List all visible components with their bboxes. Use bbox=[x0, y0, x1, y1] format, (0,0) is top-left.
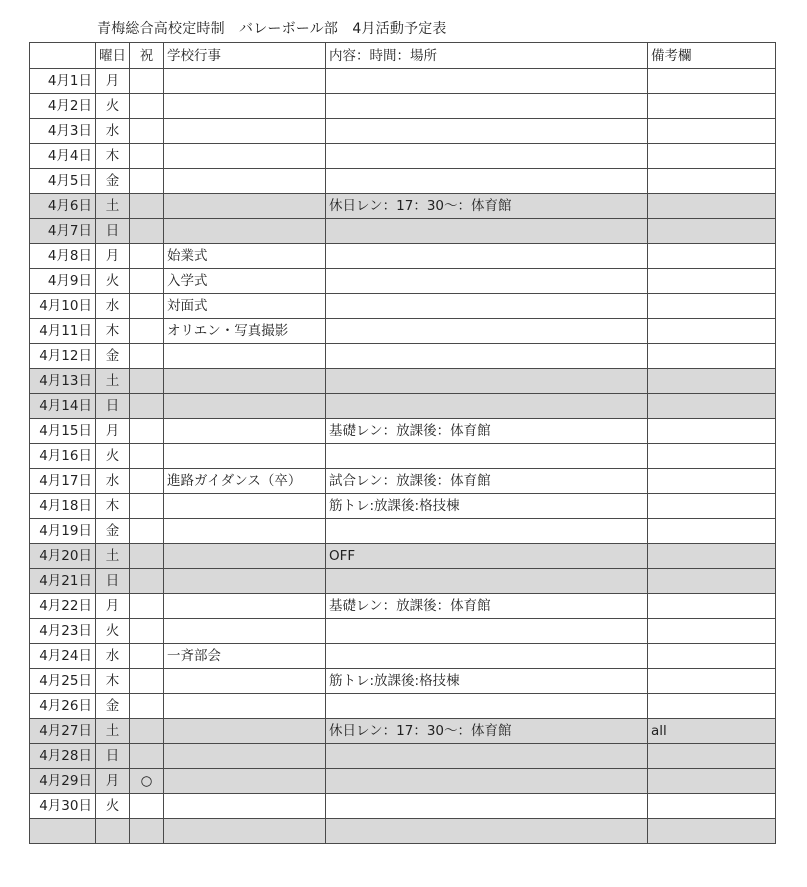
table-row bbox=[30, 769, 776, 794]
header-cell-note[interactable]: 備考欄 bbox=[648, 43, 776, 69]
event-cell[interactable] bbox=[164, 594, 326, 619]
content-cell[interactable] bbox=[326, 769, 648, 794]
date-cell[interactable]: 4月5日 bbox=[30, 169, 96, 194]
note-cell[interactable] bbox=[648, 119, 776, 144]
holiday-cell[interactable] bbox=[130, 419, 164, 444]
date-cell[interactable]: 4月4日 bbox=[30, 144, 96, 169]
dow-cell[interactable]: 土 bbox=[96, 194, 130, 219]
event-cell[interactable] bbox=[164, 719, 326, 744]
holiday-cell[interactable] bbox=[130, 444, 164, 469]
holiday-cell[interactable] bbox=[130, 569, 164, 594]
event-cell[interactable] bbox=[164, 94, 326, 119]
date-cell[interactable]: 4月12日 bbox=[30, 344, 96, 369]
table-row bbox=[30, 619, 776, 644]
content-cell[interactable] bbox=[326, 819, 648, 844]
dow-cell[interactable]: 木 bbox=[96, 144, 130, 169]
date-cell[interactable]: 4月27日 bbox=[30, 719, 96, 744]
dow-cell[interactable]: 火 bbox=[96, 619, 130, 644]
content-cell[interactable] bbox=[326, 319, 648, 344]
content-cell[interactable]: 基礎レン：放課後：体育館 bbox=[326, 419, 648, 444]
content-cell[interactable] bbox=[326, 144, 648, 169]
event-cell[interactable] bbox=[164, 119, 326, 144]
dow-cell[interactable]: 金 bbox=[96, 519, 130, 544]
content-cell[interactable] bbox=[326, 69, 648, 94]
date-cell[interactable]: 4月7日 bbox=[30, 219, 96, 244]
date-cell[interactable] bbox=[30, 819, 96, 844]
date-cell[interactable]: 4月3日 bbox=[30, 119, 96, 144]
dow-cell[interactable]: 水 bbox=[96, 294, 130, 319]
holiday-cell[interactable] bbox=[130, 794, 164, 819]
table-row bbox=[30, 794, 776, 819]
content-cell[interactable] bbox=[326, 394, 648, 419]
dow-cell[interactable]: 金 bbox=[96, 694, 130, 719]
holiday-cell[interactable] bbox=[130, 469, 164, 494]
dow-cell[interactable]: 月 bbox=[96, 594, 130, 619]
table-row bbox=[30, 394, 776, 419]
event-cell[interactable]: 進路ガイダンス（卒） bbox=[164, 469, 326, 494]
holiday-cell[interactable] bbox=[130, 69, 164, 94]
table-row bbox=[30, 194, 776, 219]
note-cell[interactable] bbox=[648, 244, 776, 269]
note-cell[interactable] bbox=[648, 169, 776, 194]
table-row bbox=[30, 594, 776, 619]
table-row bbox=[30, 294, 776, 319]
dow-cell[interactable]: 水 bbox=[96, 469, 130, 494]
dow-cell[interactable]: 木 bbox=[96, 669, 130, 694]
holiday-cell[interactable] bbox=[130, 644, 164, 669]
holiday-cell[interactable] bbox=[130, 744, 164, 769]
date-cell[interactable]: 4月11日 bbox=[30, 319, 96, 344]
note-cell[interactable] bbox=[648, 744, 776, 769]
holiday-cell[interactable] bbox=[130, 344, 164, 369]
date-cell[interactable]: 4月13日 bbox=[30, 369, 96, 394]
event-cell[interactable]: 対面式 bbox=[164, 294, 326, 319]
holiday-cell[interactable] bbox=[130, 519, 164, 544]
date-cell[interactable]: 4月15日 bbox=[30, 419, 96, 444]
event-cell[interactable]: 始業式 bbox=[164, 244, 326, 269]
holiday-cell[interactable] bbox=[130, 269, 164, 294]
date-cell[interactable]: 4月2日 bbox=[30, 94, 96, 119]
note-cell[interactable] bbox=[648, 419, 776, 444]
date-cell[interactable]: 4月10日 bbox=[30, 294, 96, 319]
content-cell[interactable] bbox=[326, 219, 648, 244]
note-cell[interactable] bbox=[648, 669, 776, 694]
table-row bbox=[30, 369, 776, 394]
content-cell[interactable] bbox=[326, 619, 648, 644]
holiday-cell[interactable]: ○ bbox=[130, 769, 164, 794]
event-cell[interactable] bbox=[164, 219, 326, 244]
dow-cell[interactable]: 火 bbox=[96, 94, 130, 119]
event-cell[interactable] bbox=[164, 569, 326, 594]
event-cell[interactable] bbox=[164, 69, 326, 94]
content-cell[interactable]: 筋トレ:放課後:格技棟 bbox=[326, 669, 648, 694]
holiday-cell[interactable] bbox=[130, 619, 164, 644]
schedule-body bbox=[30, 43, 776, 844]
content-cell[interactable]: 試合レン：放課後：体育館 bbox=[326, 469, 648, 494]
holiday-cell[interactable] bbox=[130, 594, 164, 619]
date-cell[interactable]: 4月21日 bbox=[30, 569, 96, 594]
table-row bbox=[30, 119, 776, 144]
content-cell[interactable] bbox=[326, 644, 648, 669]
dow-cell[interactable]: 金 bbox=[96, 169, 130, 194]
holiday-cell[interactable] bbox=[130, 319, 164, 344]
table-row bbox=[30, 569, 776, 594]
note-cell[interactable] bbox=[648, 294, 776, 319]
note-cell[interactable] bbox=[648, 619, 776, 644]
content-cell[interactable] bbox=[326, 269, 648, 294]
table-row bbox=[30, 819, 776, 844]
table-row bbox=[30, 219, 776, 244]
table-row bbox=[30, 469, 776, 494]
dow-cell[interactable]: 日 bbox=[96, 744, 130, 769]
date-cell[interactable]: 4月22日 bbox=[30, 594, 96, 619]
table-row bbox=[30, 544, 776, 569]
event-cell[interactable] bbox=[164, 519, 326, 544]
dow-cell[interactable]: 水 bbox=[96, 644, 130, 669]
date-cell[interactable]: 4月18日 bbox=[30, 494, 96, 519]
header-row bbox=[30, 43, 776, 69]
content-cell[interactable]: 休日レン：17：30～：体育館 bbox=[326, 719, 648, 744]
note-cell[interactable] bbox=[648, 544, 776, 569]
event-cell[interactable] bbox=[164, 419, 326, 444]
content-cell[interactable] bbox=[326, 244, 648, 269]
holiday-cell[interactable] bbox=[130, 144, 164, 169]
header-cell-holiday[interactable]: 祝 bbox=[130, 43, 164, 69]
note-cell[interactable] bbox=[648, 594, 776, 619]
note-cell[interactable] bbox=[648, 644, 776, 669]
table-row bbox=[30, 494, 776, 519]
table-row bbox=[30, 419, 776, 444]
dow-cell[interactable]: 木 bbox=[96, 319, 130, 344]
event-cell[interactable] bbox=[164, 694, 326, 719]
note-cell[interactable] bbox=[648, 144, 776, 169]
dow-cell[interactable]: 日 bbox=[96, 219, 130, 244]
event-cell[interactable] bbox=[164, 144, 326, 169]
dow-cell[interactable]: 金 bbox=[96, 344, 130, 369]
content-cell[interactable] bbox=[326, 694, 648, 719]
note-cell[interactable]: all bbox=[648, 719, 776, 744]
note-cell[interactable] bbox=[648, 269, 776, 294]
holiday-cell[interactable] bbox=[130, 194, 164, 219]
note-cell[interactable] bbox=[648, 819, 776, 844]
holiday-cell[interactable] bbox=[130, 719, 164, 744]
note-cell[interactable] bbox=[648, 344, 776, 369]
date-cell[interactable]: 4月14日 bbox=[30, 394, 96, 419]
dow-cell[interactable]: 土 bbox=[96, 719, 130, 744]
table-row bbox=[30, 694, 776, 719]
table-row bbox=[30, 744, 776, 769]
holiday-cell[interactable] bbox=[130, 244, 164, 269]
dow-cell[interactable]: 水 bbox=[96, 119, 130, 144]
holiday-cell[interactable] bbox=[130, 94, 164, 119]
holiday-cell[interactable] bbox=[130, 694, 164, 719]
note-cell[interactable] bbox=[648, 194, 776, 219]
content-cell[interactable] bbox=[326, 444, 648, 469]
holiday-cell[interactable] bbox=[130, 119, 164, 144]
date-cell[interactable]: 4月19日 bbox=[30, 519, 96, 544]
note-cell[interactable] bbox=[648, 494, 776, 519]
holiday-cell[interactable] bbox=[130, 494, 164, 519]
dow-cell[interactable]: 火 bbox=[96, 794, 130, 819]
content-cell[interactable] bbox=[326, 519, 648, 544]
schedule-table bbox=[29, 42, 776, 844]
content-cell[interactable] bbox=[326, 344, 648, 369]
note-cell[interactable] bbox=[648, 94, 776, 119]
date-cell[interactable]: 4月17日 bbox=[30, 469, 96, 494]
dow-cell[interactable] bbox=[96, 819, 130, 844]
date-cell[interactable]: 4月29日 bbox=[30, 769, 96, 794]
table-row bbox=[30, 169, 776, 194]
content-cell[interactable] bbox=[326, 294, 648, 319]
content-cell[interactable]: 休日レン：17：30～：体育館 bbox=[326, 194, 648, 219]
table-row bbox=[30, 319, 776, 344]
event-cell[interactable] bbox=[164, 169, 326, 194]
table-row bbox=[30, 144, 776, 169]
event-cell[interactable] bbox=[164, 444, 326, 469]
content-cell[interactable]: OFF bbox=[326, 544, 648, 569]
content-cell[interactable] bbox=[326, 94, 648, 119]
date-cell[interactable]: 4月6日 bbox=[30, 194, 96, 219]
event-cell[interactable] bbox=[164, 819, 326, 844]
table-row bbox=[30, 269, 776, 294]
date-cell[interactable]: 4月28日 bbox=[30, 744, 96, 769]
event-cell[interactable] bbox=[164, 494, 326, 519]
note-cell[interactable] bbox=[648, 319, 776, 344]
event-cell[interactable] bbox=[164, 769, 326, 794]
table-row bbox=[30, 669, 776, 694]
dow-cell[interactable]: 土 bbox=[96, 369, 130, 394]
header-cell-content[interactable]: 内容：時間：場所 bbox=[326, 43, 648, 69]
note-cell[interactable] bbox=[648, 69, 776, 94]
table-row bbox=[30, 244, 776, 269]
dow-cell[interactable]: 月 bbox=[96, 419, 130, 444]
holiday-cell[interactable] bbox=[130, 369, 164, 394]
event-cell[interactable]: 入学式 bbox=[164, 269, 326, 294]
date-cell[interactable]: 4月1日 bbox=[30, 69, 96, 94]
dow-cell[interactable]: 月 bbox=[96, 69, 130, 94]
note-cell[interactable] bbox=[648, 794, 776, 819]
content-cell[interactable] bbox=[326, 569, 648, 594]
dow-cell[interactable]: 木 bbox=[96, 494, 130, 519]
dow-cell[interactable]: 月 bbox=[96, 769, 130, 794]
holiday-cell[interactable] bbox=[130, 294, 164, 319]
event-cell[interactable] bbox=[164, 794, 326, 819]
holiday-cell[interactable] bbox=[130, 669, 164, 694]
note-cell[interactable] bbox=[648, 369, 776, 394]
date-cell[interactable]: 4月9日 bbox=[30, 269, 96, 294]
table-row bbox=[30, 719, 776, 744]
holiday-cell[interactable] bbox=[130, 394, 164, 419]
content-cell[interactable] bbox=[326, 169, 648, 194]
note-cell[interactable] bbox=[648, 444, 776, 469]
table-row bbox=[30, 69, 776, 94]
date-cell[interactable]: 4月30日 bbox=[30, 794, 96, 819]
table-row bbox=[30, 519, 776, 544]
event-cell[interactable] bbox=[164, 344, 326, 369]
dow-cell[interactable]: 火 bbox=[96, 444, 130, 469]
event-cell[interactable] bbox=[164, 394, 326, 419]
event-cell[interactable]: 一斉部会 bbox=[164, 644, 326, 669]
date-cell[interactable]: 4月24日 bbox=[30, 644, 96, 669]
event-cell[interactable] bbox=[164, 194, 326, 219]
date-cell[interactable]: 4月20日 bbox=[30, 544, 96, 569]
dow-cell[interactable]: 日 bbox=[96, 569, 130, 594]
date-cell[interactable]: 4月8日 bbox=[30, 244, 96, 269]
holiday-cell[interactable] bbox=[130, 169, 164, 194]
table-row bbox=[30, 444, 776, 469]
holiday-cell[interactable] bbox=[130, 544, 164, 569]
date-cell[interactable]: 4月25日 bbox=[30, 669, 96, 694]
note-cell[interactable] bbox=[648, 769, 776, 794]
note-cell[interactable] bbox=[648, 569, 776, 594]
date-cell[interactable]: 4月26日 bbox=[30, 694, 96, 719]
header-cell-date[interactable] bbox=[30, 43, 96, 69]
event-cell[interactable] bbox=[164, 369, 326, 394]
date-cell[interactable]: 4月16日 bbox=[30, 444, 96, 469]
event-cell[interactable] bbox=[164, 544, 326, 569]
dow-cell[interactable]: 火 bbox=[96, 269, 130, 294]
holiday-cell[interactable] bbox=[130, 219, 164, 244]
page-title: 青梅総合高校定時制 バレーボール部 4月活動予定表 bbox=[97, 21, 447, 37]
content-cell[interactable] bbox=[326, 744, 648, 769]
content-cell[interactable] bbox=[326, 119, 648, 144]
event-cell[interactable] bbox=[164, 669, 326, 694]
note-cell[interactable] bbox=[648, 219, 776, 244]
header-cell-event[interactable]: 学校行事 bbox=[164, 43, 326, 69]
event-cell[interactable] bbox=[164, 619, 326, 644]
dow-cell[interactable]: 月 bbox=[96, 244, 130, 269]
content-cell[interactable] bbox=[326, 369, 648, 394]
holiday-cell[interactable] bbox=[130, 819, 164, 844]
note-cell[interactable] bbox=[648, 469, 776, 494]
table-row bbox=[30, 644, 776, 669]
note-cell[interactable] bbox=[648, 694, 776, 719]
event-cell[interactable]: オリエン・写真撮影 bbox=[164, 319, 326, 344]
table-row bbox=[30, 94, 776, 119]
content-cell[interactable] bbox=[326, 794, 648, 819]
dow-cell[interactable]: 日 bbox=[96, 394, 130, 419]
note-cell[interactable] bbox=[648, 519, 776, 544]
table-row bbox=[30, 344, 776, 369]
note-cell[interactable] bbox=[648, 394, 776, 419]
event-cell[interactable] bbox=[164, 744, 326, 769]
date-cell[interactable]: 4月23日 bbox=[30, 619, 96, 644]
header-cell-dow[interactable]: 曜日 bbox=[96, 43, 130, 69]
dow-cell[interactable]: 土 bbox=[96, 544, 130, 569]
content-cell[interactable]: 基礎レン：放課後：体育館 bbox=[326, 594, 648, 619]
content-cell[interactable]: 筋トレ:放課後:格技棟 bbox=[326, 494, 648, 519]
